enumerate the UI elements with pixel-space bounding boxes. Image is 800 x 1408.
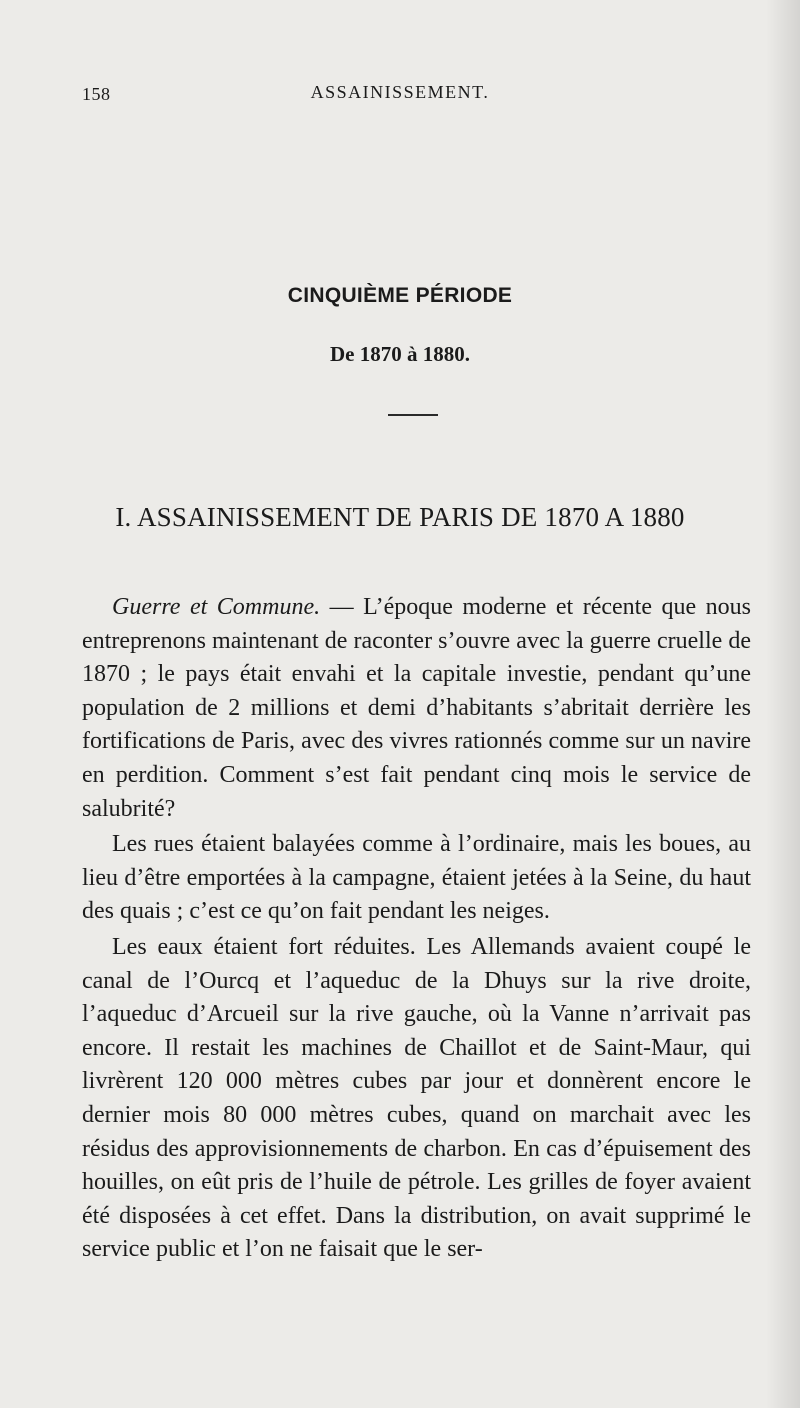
section-divider [388, 414, 438, 416]
period-title: CINQUIÈME PÉRIODE [287, 284, 513, 307]
paragraph-1 [82, 591, 751, 826]
paragraph-3: Les eaux étaient fort réduites. Les Allemands avaient coupé le canal de l’Ourcq et l’aqueduc de la Dhuys sur la rive droite, l’aqueduc d’Arcueil sur la rive gauche, où la Vanne n’arrivait pas encore. Il restait les machines de Chaillot et de Saint-Maur, qui livrèrent 120 000 mètres cubes par jour et donnèrent encore le dernier mois 80 000 mètres cubes, quand on marchait avec les résidus des approvisionnements de charbon. En cas d’épuisement des houilles, on eût pris de l’huile de pétrole. Les grilles de foyer avaient été disposées à cet effet. Dans la distribution, on avait supprimé le service public et l’on ne faisait que le ser- [82, 933, 751, 1263]
page-number: 158 [82, 84, 111, 104]
section-title: I. ASSAINISSEMENT DE PARIS DE 1870 A 1880 [115, 502, 685, 532]
body-text [82, 591, 751, 1269]
paragraph-1-text: — L’époque moderne et récente que nous entreprenons maintenant de raconter s’ouvre avec la guerre cruelle de 1870 ; le pays était envahi et la capitale investie, pendant qu’une population de 2 millions et demi d’habitants s’abritait derrière les fortifications de Paris, avec des vivres rationnés comme sur un navire en perdition. Comment s’est fait pendant cinq mois le service de salubrité? [82, 594, 751, 822]
paragraph-1-lead: Guerre et Commune. [112, 594, 321, 620]
paragraph-2: Les rues étaient balayées comme à l’ordinaire, mais les boues, au lieu d’être emportées à la campagne, étaient jetées à la Seine, du haut des quais ; c’est ce qu’on fait pendant les neiges. [82, 831, 751, 925]
running-head: ASSAINISSEMENT. [310, 82, 490, 102]
period-range: De 1870 à 1880. [330, 342, 470, 366]
page-edge-shadow [766, 0, 800, 1408]
